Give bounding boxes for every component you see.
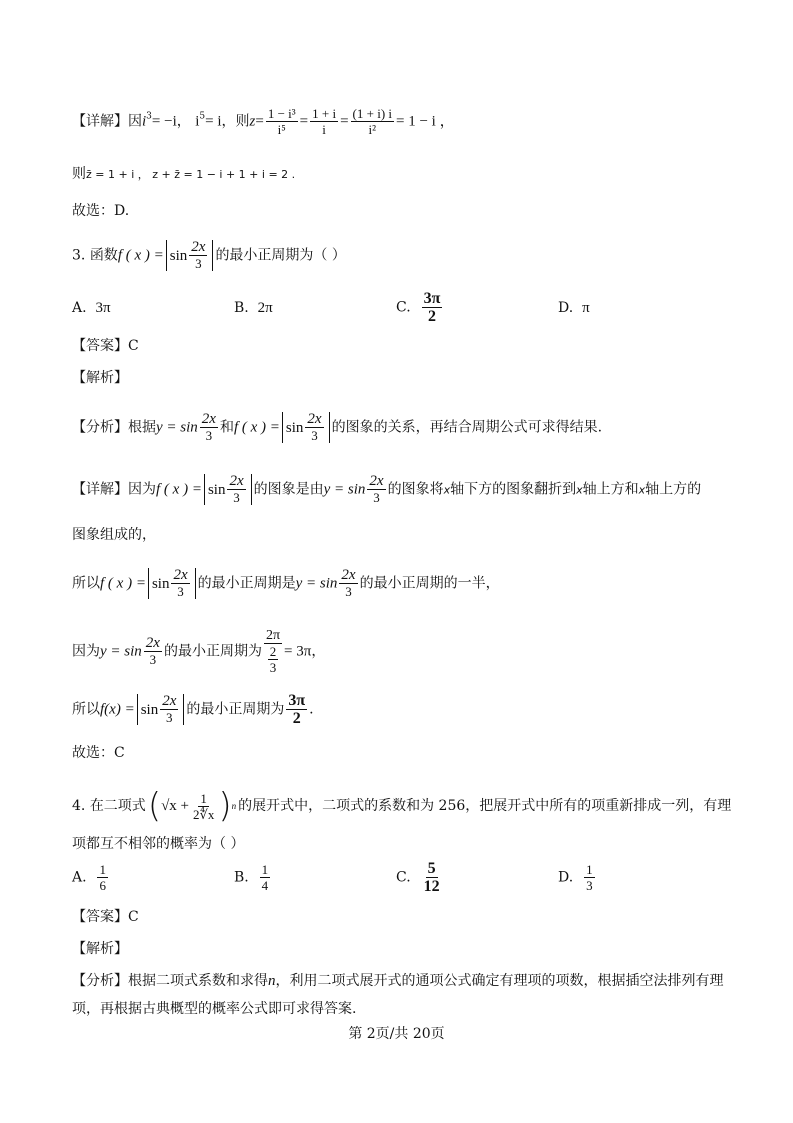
- question-number: 3.: [72, 247, 86, 264]
- q3-detail-line-3: 所以f ( x ) = sin $\frac{2x}{3}$ 的最小正周期是y = sin $\frac{2x}{3}$ 的最小正周期的一半，: [72, 567, 500, 599]
- q4-fenxi-line-1: 【分析】根据二项式系数和求得n，利用二项式展开式的通项公式确定有理项的项数，根据插空法排列有理: [72, 973, 724, 989]
- q3-option-d: D. π: [558, 300, 590, 316]
- q3-option-a: A. 3π: [72, 300, 111, 316]
- detail-tag: 【详解】: [72, 113, 128, 130]
- q3-fenxi: 【分析】根据y = sin $\frac{2x}{3}$ 和f ( x ) = sin $\frac{2x}{3}$ 的图象的关系，再结合周期公式可求得结果.: [72, 411, 603, 443]
- q4-option-d: D. $\frac{1}{3}$: [558, 862, 593, 893]
- question-number: 4.: [72, 798, 86, 814]
- absolute-value: sin $\frac{2x}{3}$: [166, 240, 214, 271]
- q4-option-c: C. $\frac{5}{12}$: [396, 860, 440, 895]
- q3-option-b: B. 2π: [234, 300, 273, 316]
- q4-option-a: A. $\frac{1}{6}$: [72, 862, 106, 893]
- q4-fenxi-line-2: 项，再根据古典概型的概率公式即可求得答案.: [72, 1001, 357, 1017]
- q2-choice: 故选：D.: [72, 203, 130, 219]
- q3-detail-line-5: 所以f(x) = sin $\frac{2x}{3}$ 的最小正周期为 $\frac{3\pi}{2}$ .: [72, 692, 314, 727]
- q2-detail-line: 【详解】因$i^3= -i$， $i^5= i$，则z= $\frac{\text{1 − i³}}{\text{i⁵}}$ = $\frac{1 + i}{i}$ = $\frac{(1 + i) i}{\text{i²}}$ = 1 − i ，: [72, 106, 455, 137]
- q3-detail-line-1: 【详解】因为f ( x ) = sin $\frac{2x}{3}$ 的图象是由y = sin $\frac{2x}{3}$ 的图象将x轴下方的图象翻折到x轴上方和x轴上方的: [72, 473, 702, 505]
- q2-conjugate-line: 则z̄ = 1 + i ， z + z̄ = 1 − i + 1 + i = 2 .: [72, 166, 296, 182]
- q3-choice: 故选：C: [72, 745, 125, 761]
- q4-stem-line-2: 项都互不相邻的概率为（ ）: [72, 836, 245, 852]
- q3-answer: 【答案】C: [72, 338, 139, 354]
- page-footer: 第 2页/共 20页: [348, 1026, 445, 1042]
- fraction: $\frac{1 + i}{i}$: [312, 106, 337, 137]
- fraction: $\frac{\text{1 − i³}}{\text{i⁵}}$: [267, 106, 296, 137]
- fraction: $\frac{(1 + i) i}{\text{i²}}$: [352, 106, 393, 137]
- q3-stem: 3. 函数f ( x ) = sin $\frac{2x}{3}$ 的最小正周期为（ ）: [72, 239, 346, 271]
- q4-stem-line-1: 4. 在二项式 ( √x + $\frac{1}{2∜x}$ ) n 的展开式中，二项式的系数和为 256，把展开式中所有的项重新排成一列，有理: [72, 786, 732, 826]
- q4-option-b: B. $\frac{1}{4}$: [234, 862, 269, 893]
- q3-analysis-tag: 【解析】: [72, 370, 128, 386]
- q3-detail-line-2: 图象组成的，: [72, 527, 156, 543]
- q4-analysis-tag: 【解析】: [72, 941, 128, 957]
- q4-answer: 【答案】C: [72, 909, 139, 925]
- q3-option-c: C. $\frac{3\pi}{2}$: [396, 290, 441, 325]
- q3-detail-line-4: 因为y = sin $\frac{2x}{3}$ 的最小正周期为 $\frac{2\pi}{\frac{2}{3}}$ = 3π，: [72, 628, 326, 675]
